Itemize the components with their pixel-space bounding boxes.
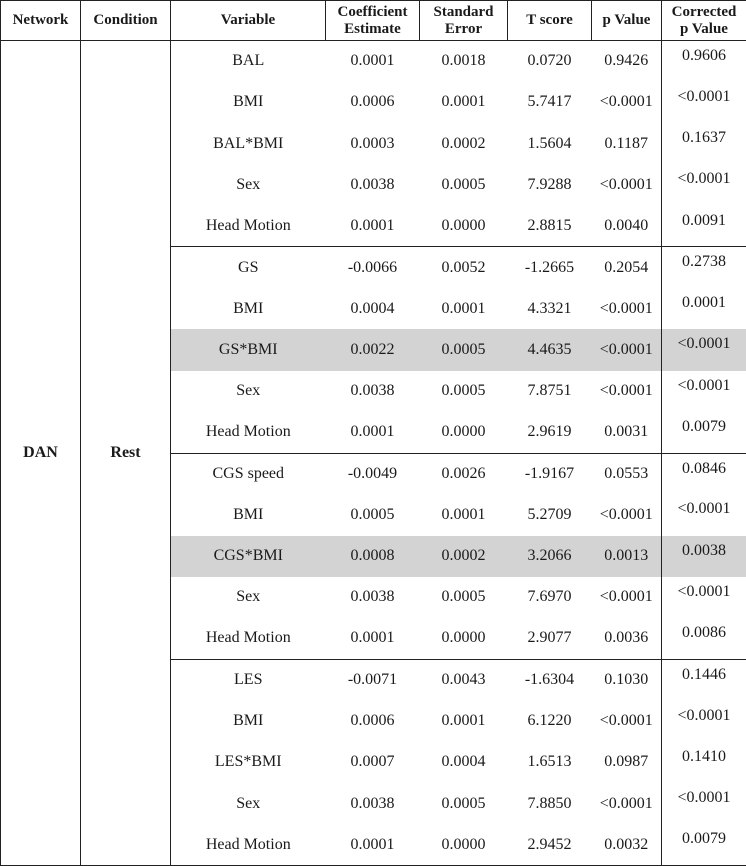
variable-cell: Head Motion <box>171 824 326 865</box>
corrected-p-cell: 0.0038 <box>662 536 746 577</box>
standard-error-cell: 0.0004 <box>441 753 486 771</box>
t-score-cell: -1.9167 <box>508 453 592 494</box>
corrected-p-cell: 0.0091 <box>662 206 746 247</box>
standard-error-cell: 0.0005 <box>441 175 486 193</box>
corrected-p-cell: 0.0846 <box>662 453 746 494</box>
header-corr-line2: p Value <box>680 20 728 37</box>
standard-error-cell: 0.0052 <box>420 247 508 288</box>
t-score-cell: 5.2709 <box>527 505 572 523</box>
variable-cell: Sex <box>171 783 326 824</box>
coefficient-cell: 0.0038 <box>350 382 395 400</box>
p-value-cell: <0.0001 <box>599 175 653 193</box>
p-value-cell: 0.1187 <box>604 134 648 152</box>
coefficient-cell: -0.0066 <box>326 247 420 288</box>
coefficient-cell: 0.0001 <box>326 824 420 865</box>
variable-cell: BMI <box>171 82 326 123</box>
header-corr-line1: Corrected <box>671 3 737 20</box>
standard-error-cell: 0.0005 <box>441 588 486 606</box>
t-score-cell: 2.9452 <box>508 824 592 865</box>
t-score-cell: 0.0720 <box>508 41 592 82</box>
p-value-cell: <0.0001 <box>599 712 653 730</box>
p-value-cell: <0.0001 <box>599 299 653 317</box>
coefficient-cell: 0.0038 <box>350 588 395 606</box>
coefficient-cell: 0.0001 <box>350 629 395 647</box>
header-corrected-p <box>662 1 746 41</box>
coefficient-cell: 0.0005 <box>350 505 395 523</box>
variable-cell: LES <box>171 659 326 700</box>
variable-cell: BMI <box>171 701 326 742</box>
standard-error-cell: 0.0001 <box>441 93 486 111</box>
standard-error-cell: 0.0002 <box>441 134 486 152</box>
corrected-p-cell: <0.0001 <box>662 164 746 205</box>
coefficient-cell: 0.0004 <box>350 299 395 317</box>
header-coef-line2: Estimate <box>344 20 401 37</box>
variable-cell: GS*BMI <box>171 329 326 370</box>
coefficient-cell: -0.0049 <box>326 453 420 494</box>
t-score-cell: 5.7417 <box>527 93 572 111</box>
p-value-cell: 0.0040 <box>604 216 649 234</box>
corrected-p-cell: <0.0001 <box>662 82 746 123</box>
t-score-cell: 4.4635 <box>508 329 592 370</box>
coefficient-cell: 0.0006 <box>350 93 395 111</box>
variable-cell: BMI <box>171 494 326 535</box>
p-value-cell: 0.2054 <box>592 247 662 288</box>
corrected-p-cell: 0.9606 <box>662 41 746 82</box>
standard-error-cell: 0.0005 <box>441 794 486 812</box>
corrected-p-cell: <0.0001 <box>662 701 746 742</box>
t-score-cell: 7.8850 <box>527 794 572 812</box>
variable-cell: Sex <box>171 164 326 205</box>
standard-error-cell: 0.0026 <box>420 453 508 494</box>
variable-cell: BMI <box>171 288 326 329</box>
table-header <box>1 1 746 41</box>
corrected-p-cell: <0.0001 <box>662 783 746 824</box>
p-value-cell: <0.0001 <box>592 329 662 370</box>
corrected-p-cell: <0.0001 <box>662 577 746 618</box>
standard-error-cell: 0.0000 <box>441 629 486 647</box>
p-value-cell: <0.0001 <box>599 382 653 400</box>
variable-cell: LES*BMI <box>171 742 326 783</box>
coefficient-cell: 0.0006 <box>350 712 395 730</box>
p-value-cell: 0.0553 <box>592 453 662 494</box>
header-se-line1: Standard <box>433 3 494 20</box>
coefficient-cell: 0.0038 <box>350 175 395 193</box>
t-score-cell: 4.3321 <box>527 299 572 317</box>
p-value-cell: 0.1030 <box>592 659 662 700</box>
t-score-cell: 2.9619 <box>527 423 572 441</box>
corrected-p-cell: 0.0079 <box>662 412 746 453</box>
variable-cell: CGS speed <box>171 453 326 494</box>
t-score-cell: -1.6304 <box>508 659 592 700</box>
p-value-cell: <0.0001 <box>599 505 653 523</box>
p-value-cell: 0.0987 <box>604 753 649 771</box>
coefficient-cell: 0.0022 <box>326 329 420 370</box>
header-variable: Variable <box>171 1 326 41</box>
header-network: Network <box>1 1 81 41</box>
standard-error-cell: 0.0005 <box>441 382 486 400</box>
corrected-p-cell: 0.0086 <box>662 618 746 659</box>
header-coefficient <box>326 1 420 41</box>
header-standard-error <box>420 1 508 41</box>
condition-cell: Rest <box>81 41 171 866</box>
standard-error-cell: 0.0005 <box>420 329 508 370</box>
coefficient-cell: 0.0001 <box>350 423 395 441</box>
variable-cell: Head Motion <box>171 618 326 659</box>
standard-error-cell: 0.0002 <box>420 536 508 577</box>
p-value-cell: <0.0001 <box>599 794 653 812</box>
t-score-cell: 7.8751 <box>527 382 572 400</box>
t-score-cell: 1.6513 <box>527 753 572 771</box>
standard-error-cell: 0.0001 <box>441 712 486 730</box>
variable-cell: GS <box>171 247 326 288</box>
variable-cell: Sex <box>171 577 326 618</box>
standard-error-cell: 0.0000 <box>441 216 486 234</box>
t-score-cell: 2.8815 <box>527 216 572 234</box>
corrected-p-cell: 0.1410 <box>662 742 746 783</box>
corrected-p-cell: 0.0079 <box>662 824 746 865</box>
header-coef-line1: Coefficient <box>337 3 408 20</box>
t-score-cell: -1.2665 <box>508 247 592 288</box>
network-cell: DAN <box>1 41 81 866</box>
corrected-p-cell: 0.2738 <box>662 247 746 288</box>
standard-error-cell: 0.0000 <box>420 824 508 865</box>
t-score-cell: 3.2066 <box>508 536 592 577</box>
corrected-p-cell: <0.0001 <box>662 329 746 370</box>
t-score-cell: 2.9077 <box>527 629 572 647</box>
coefficient-cell: 0.0001 <box>326 41 420 82</box>
p-value-cell: 0.9426 <box>592 41 662 82</box>
p-value-cell: 0.0013 <box>592 536 662 577</box>
header-se-line2: Error <box>444 20 483 37</box>
t-score-cell: 7.9288 <box>527 175 572 193</box>
header-p-value: p Value <box>592 1 662 41</box>
coefficient-cell: 0.0038 <box>350 794 395 812</box>
p-value-cell: 0.0032 <box>592 824 662 865</box>
p-value-cell: <0.0001 <box>599 588 653 606</box>
p-value-cell: <0.0001 <box>599 93 653 111</box>
standard-error-cell: 0.0001 <box>441 299 486 317</box>
table-row <box>1 41 746 82</box>
coefficient-cell: -0.0071 <box>326 659 420 700</box>
corrected-p-cell: 0.0001 <box>662 288 746 329</box>
coefficient-cell: 0.0001 <box>350 216 395 234</box>
variable-cell: CGS*BMI <box>171 536 326 577</box>
standard-error-cell: 0.0000 <box>441 423 486 441</box>
coefficient-cell: 0.0008 <box>326 536 420 577</box>
p-value-cell: 0.0036 <box>604 629 649 647</box>
p-value-cell: 0.0031 <box>604 423 649 441</box>
t-score-cell: 1.5604 <box>527 134 572 152</box>
corrected-p-cell: <0.0001 <box>662 371 746 412</box>
coefficient-cell: 0.0007 <box>350 753 395 771</box>
standard-error-cell: 0.0018 <box>420 41 508 82</box>
standard-error-cell: 0.0001 <box>441 505 486 523</box>
variable-cell: BAL*BMI <box>171 123 326 164</box>
coefficient-cell: 0.0003 <box>350 134 395 152</box>
variable-cell: Head Motion <box>171 206 326 247</box>
corrected-p-cell: <0.0001 <box>662 494 746 535</box>
corrected-p-cell: 0.1637 <box>662 123 746 164</box>
variable-cell: Sex <box>171 371 326 412</box>
t-score-cell: 7.6970 <box>527 588 572 606</box>
variable-cell: BAL <box>171 41 326 82</box>
corrected-p-cell: 0.1446 <box>662 659 746 700</box>
t-score-cell: 6.1220 <box>527 712 572 730</box>
header-t-score: T score <box>508 1 592 41</box>
standard-error-cell: 0.0043 <box>420 659 508 700</box>
table-body <box>1 41 746 866</box>
variable-cell: Head Motion <box>171 412 326 453</box>
header-condition: Condition <box>81 1 171 41</box>
